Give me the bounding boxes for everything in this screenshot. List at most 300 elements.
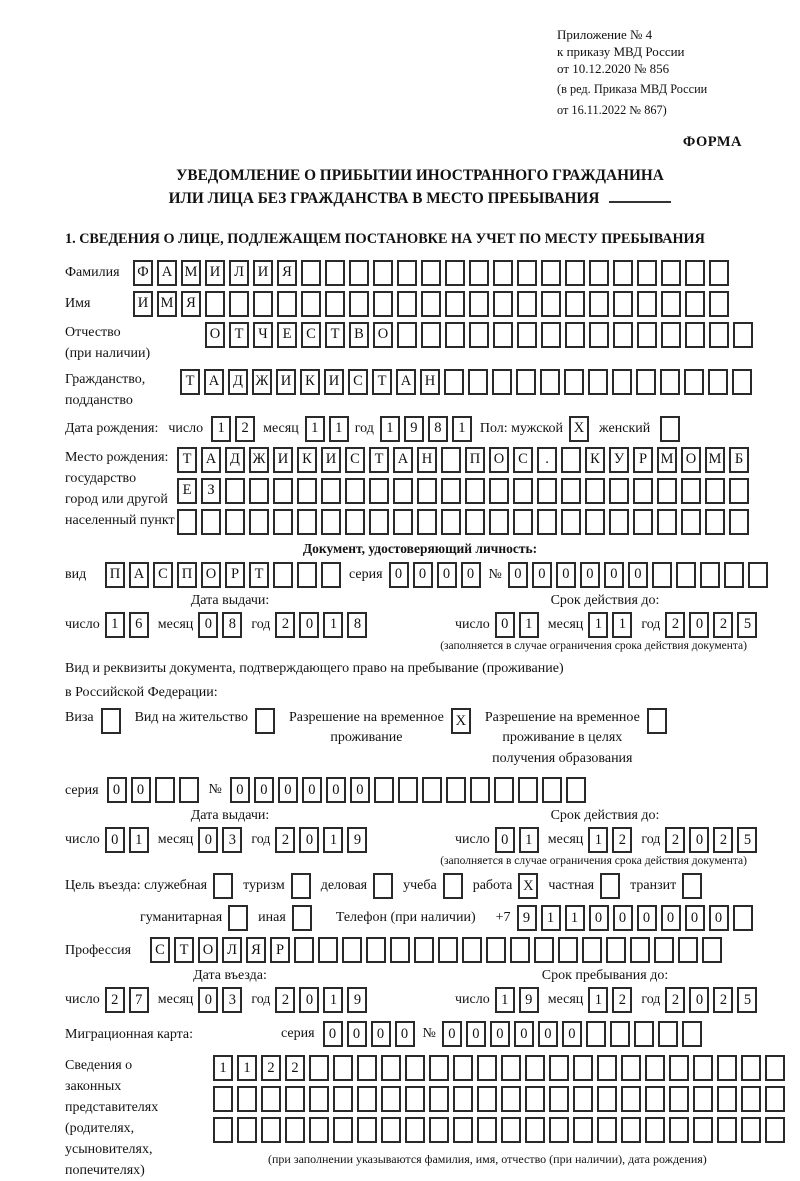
char-box[interactable] — [597, 1086, 617, 1112]
char-box[interactable]: 2 — [261, 1055, 281, 1081]
char-box[interactable]: 0 — [389, 562, 409, 588]
char-box[interactable]: О — [198, 937, 218, 963]
char-box[interactable]: Е — [277, 322, 297, 348]
char-box[interactable] — [510, 937, 530, 963]
char-box[interactable] — [613, 322, 633, 348]
char-box[interactable] — [294, 937, 314, 963]
char-box[interactable] — [732, 369, 752, 395]
char-box[interactable]: А — [157, 260, 177, 286]
char-box[interactable]: О — [681, 447, 701, 473]
char-box[interactable]: Т — [372, 369, 392, 395]
char-box[interactable]: Т — [177, 447, 197, 473]
char-box[interactable] — [661, 291, 681, 317]
char-box[interactable] — [621, 1086, 641, 1112]
char-box[interactable]: 0 — [105, 827, 125, 853]
char-box[interactable]: Ф — [133, 260, 153, 286]
char-box[interactable]: 0 — [299, 987, 319, 1013]
char-box[interactable]: А — [201, 447, 221, 473]
char-box[interactable]: 0 — [532, 562, 552, 588]
char-box[interactable] — [541, 322, 561, 348]
char-box[interactable] — [445, 260, 465, 286]
char-box[interactable] — [369, 478, 389, 504]
char-box[interactable]: 0 — [413, 562, 433, 588]
char-box[interactable] — [309, 1055, 329, 1081]
char-box[interactable] — [621, 1117, 641, 1143]
char-box[interactable] — [582, 937, 602, 963]
char-box[interactable] — [417, 478, 437, 504]
char-box[interactable] — [636, 369, 656, 395]
char-box[interactable] — [285, 1117, 305, 1143]
char-box[interactable] — [709, 322, 729, 348]
char-box[interactable]: 0 — [508, 562, 528, 588]
char-box[interactable]: 1 — [519, 612, 539, 638]
char-box[interactable]: 2 — [612, 987, 632, 1013]
char-box[interactable]: Н — [417, 447, 437, 473]
char-box[interactable]: 9 — [517, 905, 537, 931]
char-box[interactable] — [469, 291, 489, 317]
char-box[interactable]: М — [157, 291, 177, 317]
char-box[interactable] — [733, 322, 753, 348]
char-box[interactable] — [273, 509, 293, 535]
char-box[interactable]: Я — [277, 260, 297, 286]
char-box[interactable]: Я — [181, 291, 201, 317]
char-box[interactable] — [600, 873, 620, 899]
char-box[interactable] — [517, 322, 537, 348]
char-box[interactable]: 0 — [490, 1021, 510, 1047]
char-box[interactable] — [513, 509, 533, 535]
char-box[interactable] — [613, 291, 633, 317]
char-box[interactable] — [373, 873, 393, 899]
char-box[interactable]: 2 — [235, 416, 255, 442]
char-box[interactable] — [228, 905, 248, 931]
char-box[interactable] — [441, 478, 461, 504]
char-box[interactable] — [658, 1021, 678, 1047]
char-box[interactable] — [373, 260, 393, 286]
char-box[interactable] — [177, 509, 197, 535]
char-box[interactable]: 8 — [428, 416, 448, 442]
char-box[interactable] — [468, 369, 488, 395]
char-box[interactable] — [201, 509, 221, 535]
char-box[interactable] — [585, 509, 605, 535]
char-box[interactable] — [381, 1086, 401, 1112]
char-box[interactable]: 6 — [129, 612, 149, 638]
char-box[interactable] — [155, 777, 175, 803]
char-box[interactable]: 3 — [222, 987, 242, 1013]
char-box[interactable] — [518, 777, 538, 803]
char-box[interactable] — [229, 291, 249, 317]
char-box[interactable] — [657, 478, 677, 504]
char-box[interactable] — [630, 937, 650, 963]
char-box[interactable] — [446, 777, 466, 803]
char-box[interactable] — [301, 291, 321, 317]
char-box[interactable] — [678, 937, 698, 963]
char-box[interactable]: 5 — [737, 987, 757, 1013]
char-box[interactable]: 1 — [323, 612, 343, 638]
char-box[interactable]: Д — [228, 369, 248, 395]
char-box[interactable]: 0 — [556, 562, 576, 588]
char-box[interactable] — [333, 1055, 353, 1081]
char-box[interactable] — [645, 1086, 665, 1112]
char-box[interactable] — [561, 447, 581, 473]
char-box[interactable] — [525, 1055, 545, 1081]
char-box[interactable]: 0 — [661, 905, 681, 931]
char-box[interactable]: X — [518, 873, 538, 899]
char-box[interactable] — [661, 260, 681, 286]
char-box[interactable] — [708, 369, 728, 395]
char-box[interactable] — [492, 369, 512, 395]
char-box[interactable] — [606, 937, 626, 963]
char-box[interactable]: 0 — [302, 777, 322, 803]
char-box[interactable] — [237, 1117, 257, 1143]
char-box[interactable]: 1 — [588, 987, 608, 1013]
char-box[interactable] — [405, 1086, 425, 1112]
char-box[interactable] — [586, 1021, 606, 1047]
char-box[interactable] — [709, 260, 729, 286]
char-box[interactable]: З — [201, 478, 221, 504]
char-box[interactable] — [357, 1117, 377, 1143]
char-box[interactable]: 1 — [588, 827, 608, 853]
char-box[interactable] — [549, 1086, 569, 1112]
char-box[interactable] — [445, 291, 465, 317]
char-box[interactable]: Б — [729, 447, 749, 473]
char-box[interactable] — [309, 1086, 329, 1112]
char-box[interactable] — [390, 937, 410, 963]
char-box[interactable] — [405, 1055, 425, 1081]
char-box[interactable] — [325, 291, 345, 317]
char-box[interactable] — [417, 509, 437, 535]
char-box[interactable]: К — [297, 447, 317, 473]
char-box[interactable]: 0 — [371, 1021, 391, 1047]
char-box[interactable]: 1 — [323, 987, 343, 1013]
char-box[interactable]: 8 — [222, 612, 242, 638]
char-box[interactable]: 2 — [275, 827, 295, 853]
char-box[interactable]: 1 — [105, 612, 125, 638]
char-box[interactable] — [676, 562, 696, 588]
char-box[interactable] — [465, 509, 485, 535]
char-box[interactable] — [573, 1055, 593, 1081]
char-box[interactable]: К — [300, 369, 320, 395]
char-box[interactable]: 0 — [689, 827, 709, 853]
char-box[interactable]: 0 — [466, 1021, 486, 1047]
char-box[interactable]: 0 — [254, 777, 274, 803]
char-box[interactable] — [637, 260, 657, 286]
char-box[interactable]: 5 — [737, 612, 757, 638]
char-box[interactable] — [237, 1086, 257, 1112]
char-box[interactable] — [213, 1117, 233, 1143]
char-box[interactable] — [349, 260, 369, 286]
char-box[interactable] — [660, 369, 680, 395]
char-box[interactable]: Р — [225, 562, 245, 588]
char-box[interactable] — [213, 873, 233, 899]
char-box[interactable] — [489, 509, 509, 535]
char-box[interactable]: О — [373, 322, 393, 348]
char-box[interactable] — [342, 937, 362, 963]
char-box[interactable]: 1 — [211, 416, 231, 442]
char-box[interactable]: 0 — [442, 1021, 462, 1047]
char-box[interactable]: 1 — [380, 416, 400, 442]
char-box[interactable]: 0 — [685, 905, 705, 931]
char-box[interactable] — [381, 1117, 401, 1143]
char-box[interactable] — [724, 562, 744, 588]
char-box[interactable] — [513, 478, 533, 504]
char-box[interactable]: 1 — [329, 416, 349, 442]
char-box[interactable]: И — [253, 260, 273, 286]
char-box[interactable] — [661, 322, 681, 348]
char-box[interactable] — [612, 369, 632, 395]
char-box[interactable]: 9 — [404, 416, 424, 442]
char-box[interactable]: 1 — [452, 416, 472, 442]
char-box[interactable]: 0 — [198, 987, 218, 1013]
char-box[interactable] — [333, 1086, 353, 1112]
char-box[interactable]: 0 — [604, 562, 624, 588]
char-box[interactable] — [573, 1117, 593, 1143]
char-box[interactable] — [477, 1117, 497, 1143]
char-box[interactable]: 9 — [347, 987, 367, 1013]
char-box[interactable] — [637, 291, 657, 317]
char-box[interactable] — [733, 905, 753, 931]
char-box[interactable]: 0 — [299, 827, 319, 853]
char-box[interactable] — [741, 1086, 761, 1112]
char-box[interactable] — [709, 291, 729, 317]
char-box[interactable]: 1 — [565, 905, 585, 931]
char-box[interactable] — [573, 1086, 593, 1112]
char-box[interactable] — [645, 1117, 665, 1143]
char-box[interactable]: 0 — [538, 1021, 558, 1047]
char-box[interactable] — [717, 1117, 737, 1143]
char-box[interactable]: 0 — [461, 562, 481, 588]
char-box[interactable]: В — [349, 322, 369, 348]
char-box[interactable]: М — [181, 260, 201, 286]
char-box[interactable] — [366, 937, 386, 963]
char-box[interactable] — [249, 509, 269, 535]
char-box[interactable] — [589, 260, 609, 286]
char-box[interactable] — [682, 873, 702, 899]
char-box[interactable] — [333, 1117, 353, 1143]
char-box[interactable] — [374, 777, 394, 803]
char-box[interactable]: Е — [177, 478, 197, 504]
char-box[interactable]: X — [569, 416, 589, 442]
char-box[interactable]: Т — [325, 322, 345, 348]
char-box[interactable] — [588, 369, 608, 395]
char-box[interactable]: 2 — [713, 827, 733, 853]
char-box[interactable]: 2 — [713, 987, 733, 1013]
char-box[interactable] — [525, 1086, 545, 1112]
char-box[interactable] — [453, 1086, 473, 1112]
char-box[interactable]: 2 — [665, 612, 685, 638]
char-box[interactable]: 1 — [305, 416, 325, 442]
char-box[interactable]: Т — [249, 562, 269, 588]
char-box[interactable]: А — [396, 369, 416, 395]
char-box[interactable] — [669, 1086, 689, 1112]
char-box[interactable]: О — [489, 447, 509, 473]
char-box[interactable] — [645, 1055, 665, 1081]
char-box[interactable] — [540, 369, 560, 395]
char-box[interactable] — [597, 1055, 617, 1081]
char-box[interactable]: 0 — [613, 905, 633, 931]
char-box[interactable] — [501, 1086, 521, 1112]
char-box[interactable] — [565, 322, 585, 348]
char-box[interactable] — [443, 873, 463, 899]
char-box[interactable] — [309, 1117, 329, 1143]
char-box[interactable] — [566, 777, 586, 803]
char-box[interactable] — [685, 260, 705, 286]
char-box[interactable] — [558, 937, 578, 963]
char-box[interactable]: 8 — [347, 612, 367, 638]
char-box[interactable]: 0 — [709, 905, 729, 931]
char-box[interactable] — [682, 1021, 702, 1047]
char-box[interactable]: 2 — [275, 612, 295, 638]
char-box[interactable] — [561, 509, 581, 535]
char-box[interactable] — [549, 1117, 569, 1143]
char-box[interactable] — [369, 509, 389, 535]
char-box[interactable] — [652, 562, 672, 588]
char-box[interactable]: О — [205, 322, 225, 348]
char-box[interactable]: 0 — [628, 562, 648, 588]
char-box[interactable]: С — [153, 562, 173, 588]
char-box[interactable] — [469, 322, 489, 348]
char-box[interactable]: 0 — [350, 777, 370, 803]
char-box[interactable]: С — [513, 447, 533, 473]
char-box[interactable] — [249, 478, 269, 504]
char-box[interactable] — [373, 291, 393, 317]
char-box[interactable] — [477, 1055, 497, 1081]
char-box[interactable] — [453, 1117, 473, 1143]
char-box[interactable] — [589, 322, 609, 348]
char-box[interactable]: Ж — [249, 447, 269, 473]
char-box[interactable] — [654, 937, 674, 963]
char-box[interactable]: 0 — [689, 612, 709, 638]
char-box[interactable] — [470, 777, 490, 803]
char-box[interactable] — [741, 1117, 761, 1143]
char-box[interactable]: . — [537, 447, 557, 473]
char-box[interactable]: 1 — [612, 612, 632, 638]
char-box[interactable]: Р — [633, 447, 653, 473]
char-box[interactable] — [684, 369, 704, 395]
char-box[interactable] — [717, 1055, 737, 1081]
char-box[interactable] — [494, 777, 514, 803]
char-box[interactable]: 7 — [129, 987, 149, 1013]
char-box[interactable] — [561, 478, 581, 504]
char-box[interactable]: 2 — [105, 987, 125, 1013]
char-box[interactable]: 1 — [213, 1055, 233, 1081]
char-box[interactable]: 0 — [107, 777, 127, 803]
char-box[interactable]: Л — [222, 937, 242, 963]
char-box[interactable] — [205, 291, 225, 317]
char-box[interactable] — [277, 291, 297, 317]
char-box[interactable] — [702, 937, 722, 963]
char-box[interactable] — [729, 478, 749, 504]
char-box[interactable]: 0 — [395, 1021, 415, 1047]
char-box[interactable] — [441, 509, 461, 535]
char-box[interactable] — [421, 260, 441, 286]
char-box[interactable] — [397, 260, 417, 286]
char-box[interactable] — [381, 1055, 401, 1081]
char-box[interactable] — [318, 937, 338, 963]
char-box[interactable]: М — [657, 447, 677, 473]
char-box[interactable] — [273, 478, 293, 504]
char-box[interactable]: Т — [369, 447, 389, 473]
char-box[interactable]: А — [129, 562, 149, 588]
char-box[interactable] — [542, 777, 562, 803]
char-box[interactable]: 0 — [514, 1021, 534, 1047]
char-box[interactable]: С — [301, 322, 321, 348]
char-box[interactable] — [398, 777, 418, 803]
char-box[interactable] — [634, 1021, 654, 1047]
char-box[interactable]: Р — [270, 937, 290, 963]
char-box[interactable] — [445, 322, 465, 348]
char-box[interactable]: 1 — [237, 1055, 257, 1081]
char-box[interactable] — [693, 1055, 713, 1081]
char-box[interactable] — [462, 937, 482, 963]
char-box[interactable] — [516, 369, 536, 395]
char-box[interactable] — [357, 1086, 377, 1112]
char-box[interactable] — [525, 1117, 545, 1143]
char-box[interactable]: 1 — [323, 827, 343, 853]
char-box[interactable] — [765, 1117, 785, 1143]
char-box[interactable]: И — [205, 260, 225, 286]
char-box[interactable]: 2 — [665, 827, 685, 853]
char-box[interactable]: Ч — [253, 322, 273, 348]
char-box[interactable] — [429, 1055, 449, 1081]
char-box[interactable] — [609, 478, 629, 504]
char-box[interactable] — [685, 322, 705, 348]
char-box[interactable] — [765, 1086, 785, 1112]
char-box[interactable] — [621, 1055, 641, 1081]
char-box[interactable]: Л — [229, 260, 249, 286]
char-box[interactable]: П — [105, 562, 125, 588]
char-box[interactable]: 0 — [347, 1021, 367, 1047]
char-box[interactable]: Ж — [252, 369, 272, 395]
char-box[interactable] — [393, 509, 413, 535]
char-box[interactable]: И — [324, 369, 344, 395]
char-box[interactable]: 0 — [589, 905, 609, 931]
char-box[interactable] — [101, 708, 121, 734]
char-box[interactable]: И — [276, 369, 296, 395]
char-box[interactable]: Д — [225, 447, 245, 473]
char-box[interactable]: 0 — [198, 827, 218, 853]
char-box[interactable]: 2 — [713, 612, 733, 638]
char-box[interactable]: С — [345, 447, 365, 473]
char-box[interactable] — [345, 509, 365, 535]
char-box[interactable]: 3 — [222, 827, 242, 853]
char-box[interactable]: А — [393, 447, 413, 473]
char-box[interactable] — [291, 873, 311, 899]
char-box[interactable]: 2 — [275, 987, 295, 1013]
char-box[interactable]: 0 — [278, 777, 298, 803]
char-box[interactable] — [297, 562, 317, 588]
char-box[interactable] — [405, 1117, 425, 1143]
char-box[interactable]: Я — [246, 937, 266, 963]
char-box[interactable] — [421, 322, 441, 348]
char-box[interactable] — [349, 291, 369, 317]
char-box[interactable] — [225, 478, 245, 504]
char-box[interactable] — [693, 1086, 713, 1112]
char-box[interactable]: И — [273, 447, 293, 473]
char-box[interactable] — [501, 1117, 521, 1143]
char-box[interactable] — [453, 1055, 473, 1081]
char-box[interactable] — [321, 509, 341, 535]
char-box[interactable]: 1 — [129, 827, 149, 853]
char-box[interactable] — [429, 1086, 449, 1112]
char-box[interactable]: А — [204, 369, 224, 395]
char-box[interactable] — [477, 1086, 497, 1112]
char-box[interactable]: 0 — [562, 1021, 582, 1047]
char-box[interactable]: С — [348, 369, 368, 395]
char-box[interactable] — [693, 1117, 713, 1143]
char-box[interactable] — [301, 260, 321, 286]
char-box[interactable] — [501, 1055, 521, 1081]
char-box[interactable] — [469, 260, 489, 286]
